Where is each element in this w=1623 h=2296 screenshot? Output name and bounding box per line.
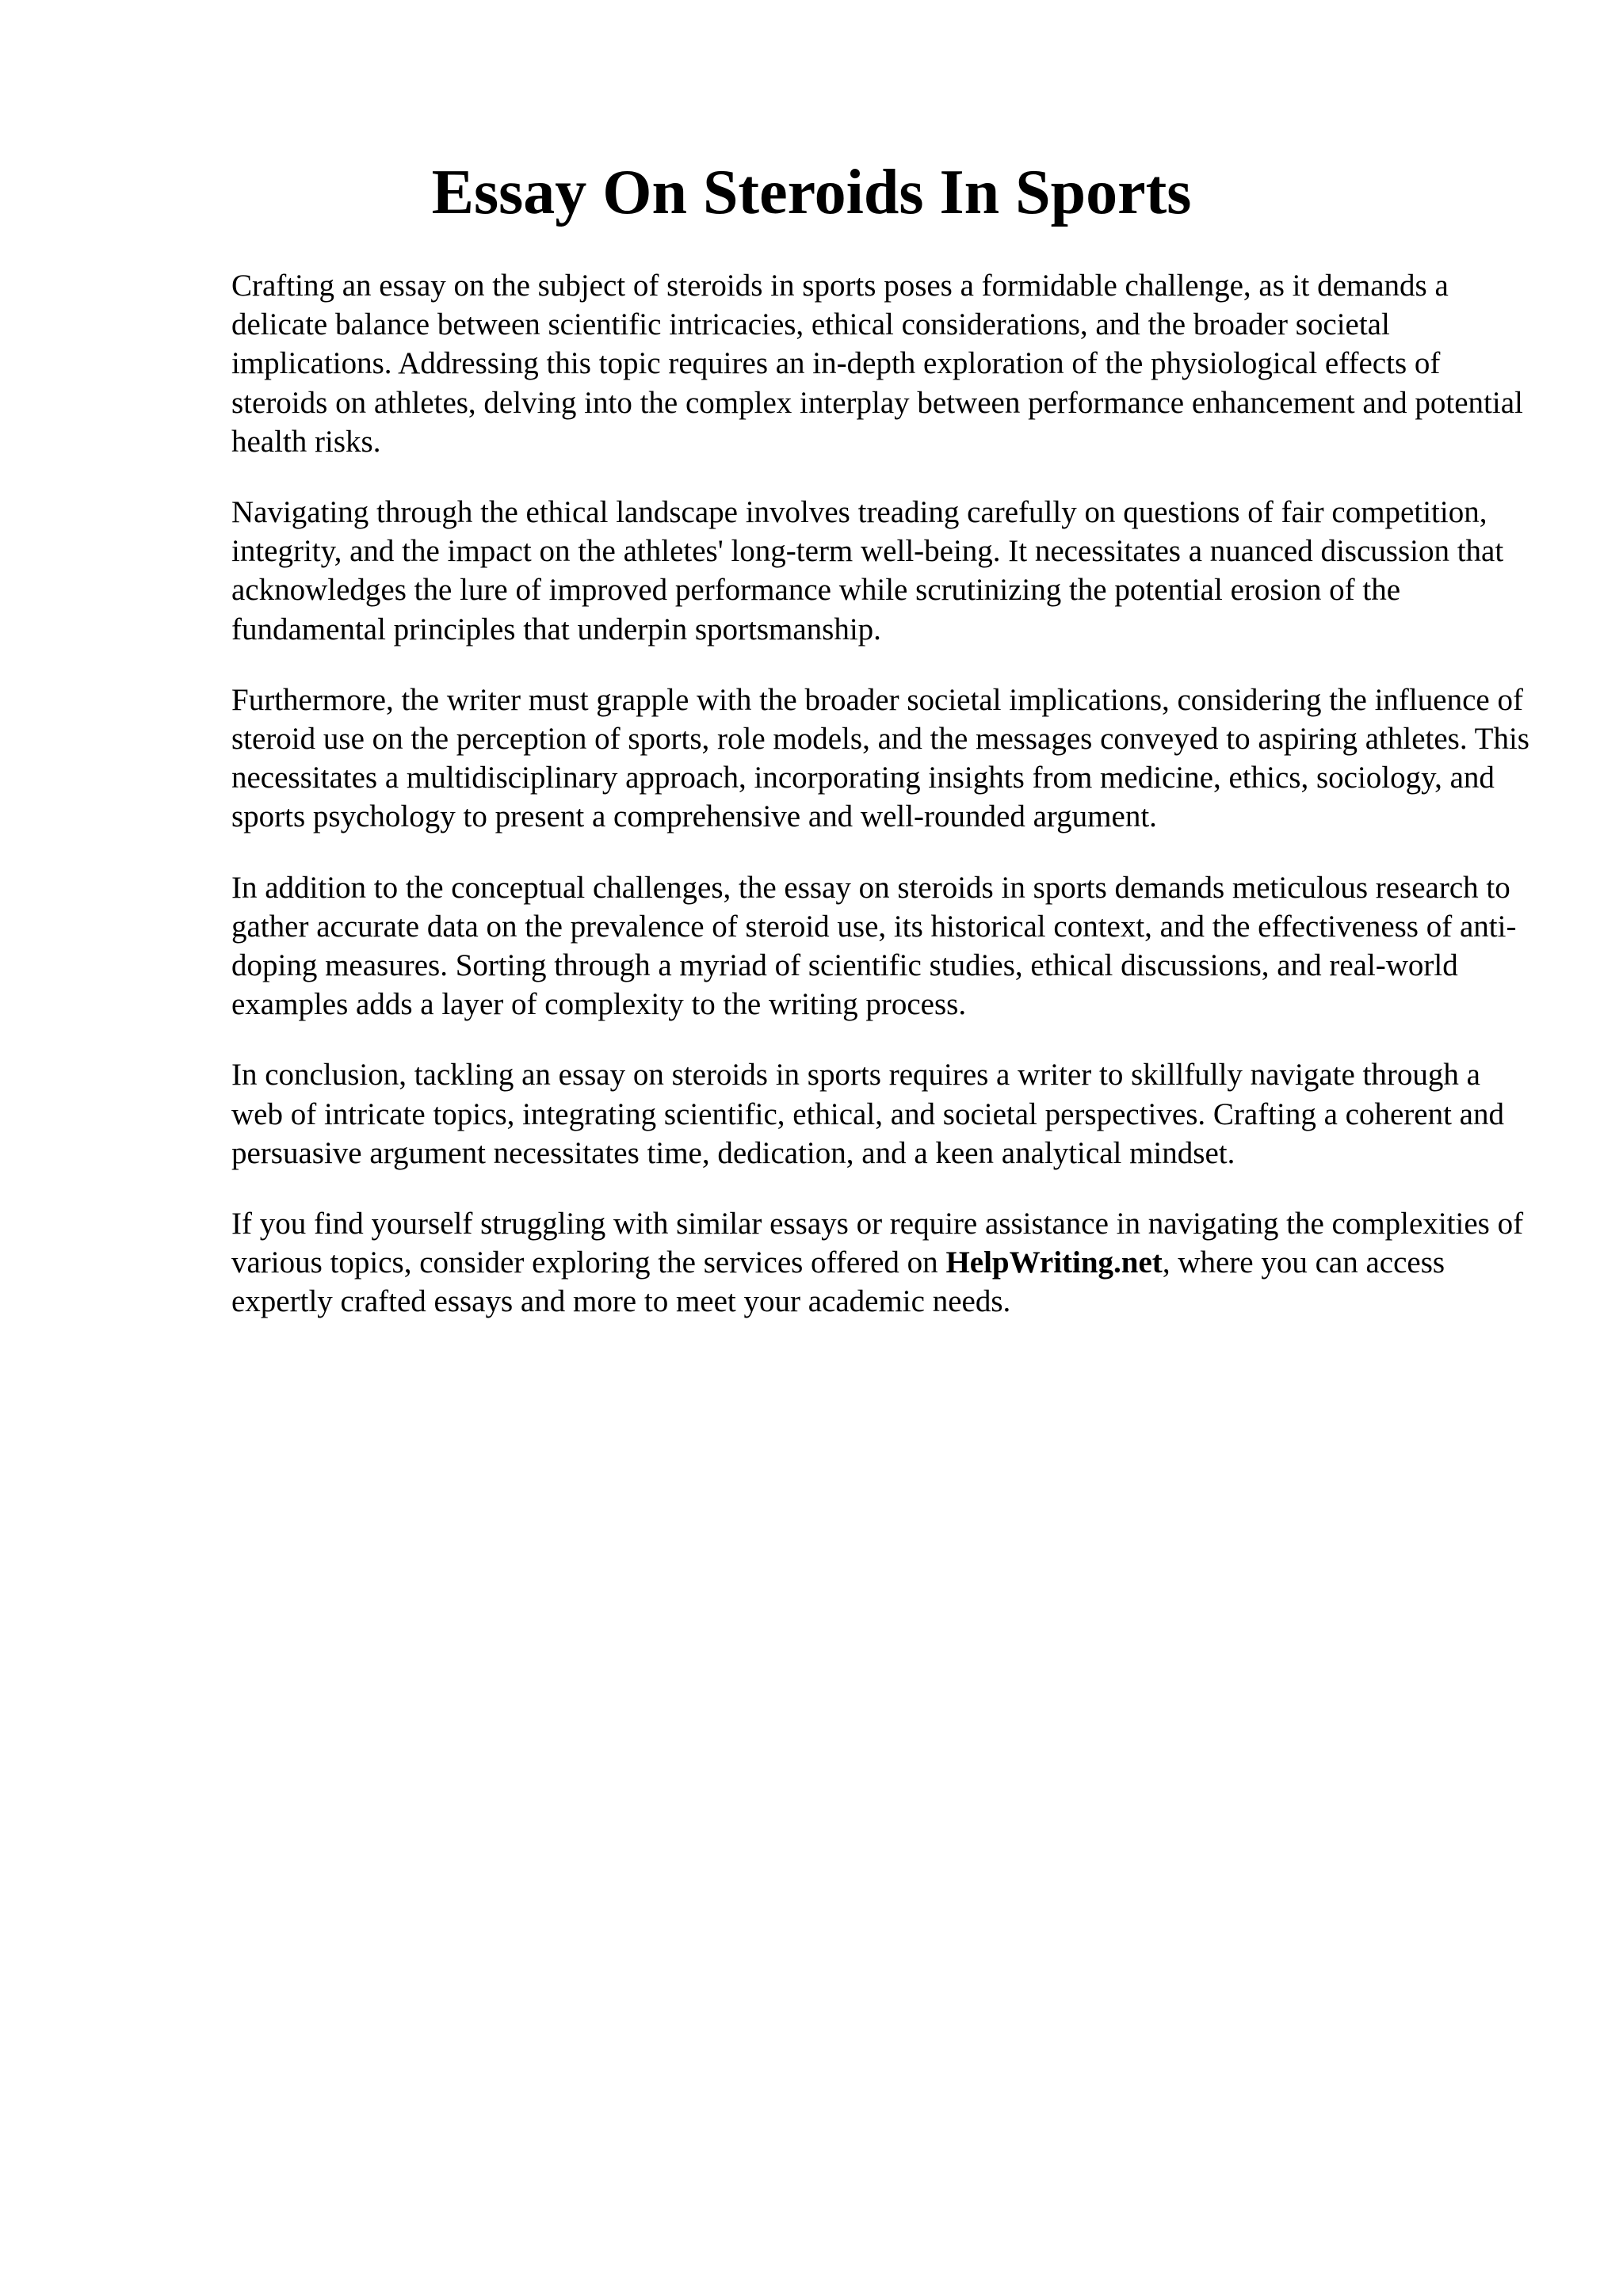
document-body <box>231 266 1531 1353</box>
paragraph-6-text-before: If you find yourself struggling with similar essays or require assistance in navigating the complexities of various topics, consider exploring the services offered on <box>231 1207 1524 1280</box>
helpwriting-link-text: HelpWriting.net <box>945 1245 1163 1280</box>
paragraph-6-text-after: , where you can access expertly crafted essays and more to meet your academic needs. <box>231 1245 1445 1319</box>
paragraph-5: In conclusion, tackling an essay on steroids in sports requires a writer to skillfully navigate through a web of intricate topics, integrating scientific, ethical, and societal perspectives. Crafting a coherent and persuasive argument necessitates time, dedication, and a keen analytical mindset. <box>231 1058 1504 1170</box>
paragraph-6 <box>231 1204 1531 1322</box>
paragraph-2: Navigating through the ethical landscape involves treading carefully on questions of fair competition, integrity, and the impact on the athletes' long-term well-being. It necessitates a nuanced discussion that acknowledges the lure of improved performance while scrutinizing the potential erosion of the fundamental principles that underpin sportsmanship. <box>231 495 1504 646</box>
paragraph-1: Crafting an essay on the subject of steroids in sports poses a formidable challenge, as it demands a delicate balance between scientific intricacies, ethical considerations, and the broader societal implications. Addressing this topic requires an in-depth exploration of the physiological effects of steroids on athletes, delving into the complex interplay between performance enhancement and potential health risks. <box>231 269 1523 459</box>
paragraph-4: In addition to the conceptual challenges, the essay on steroids in sports demands meticulous research to gather accurate data on the prevalence of steroid use, its historical context, and the effectiveness of anti-doping measures. Sorting through a myriad of scientific studies, ethical discussions, and real-world examples adds a layer of complexity to the writing process. <box>231 870 1517 1022</box>
document-title: Essay On Steroids In Sports <box>431 158 1192 227</box>
paragraph-3: Furthermore, the writer must grapple with the broader societal implications, considering the influence of steroid use on the perception of sports, role models, and the messages conveyed to aspiring athletes. This necessitates a multidisciplinary approach, incorporating insights from medicine, ethics, sociology, and sports psychology to present a comprehensive and well-rounded argument. <box>231 682 1529 834</box>
